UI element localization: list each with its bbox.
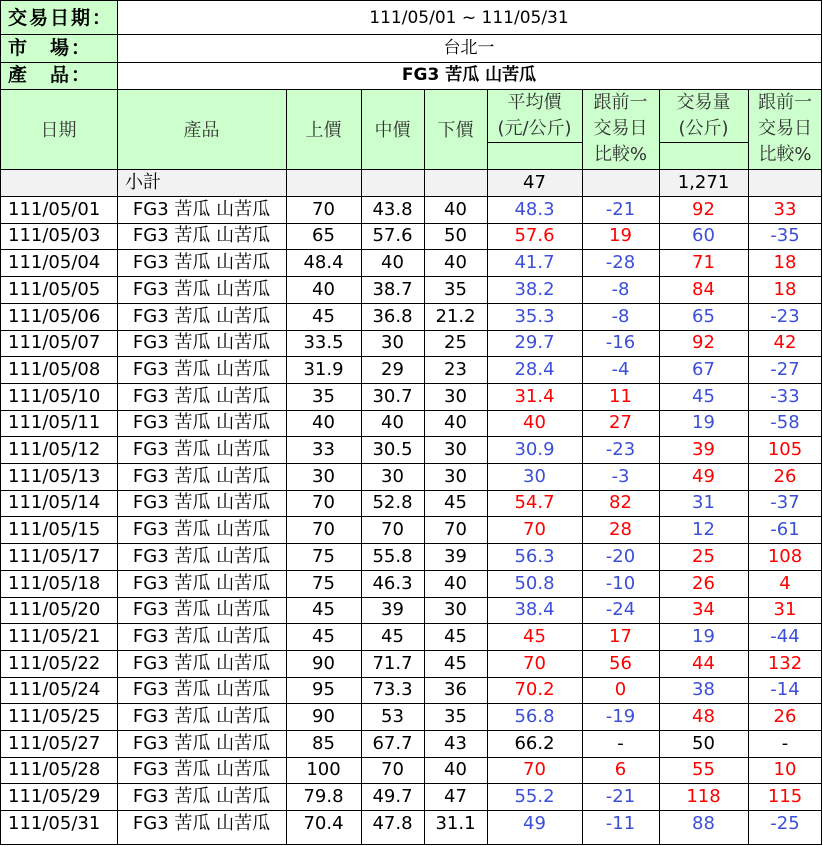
- cell-upper: 90: [312, 653, 335, 674]
- cell-avg-cmp: -: [617, 733, 624, 754]
- cell-lower: 25: [444, 332, 467, 353]
- cell-date: 111/05/14: [8, 492, 101, 513]
- cell-product: FG3 苦瓜 山苦瓜: [132, 279, 271, 300]
- subtotal-volume: 1,271: [677, 172, 730, 193]
- cell-lower: 43: [444, 733, 467, 754]
- cell-upper: 79.8: [303, 786, 344, 807]
- cell-avg: 50.8: [514, 573, 555, 594]
- col-header-avg-line2: (元/公斤): [497, 118, 572, 139]
- cell-lower: 40: [444, 759, 467, 780]
- col-divider: [117, 0, 118, 89]
- cell-vol-cmp: 31: [773, 599, 797, 620]
- row-divider: [0, 169, 822, 170]
- cell-date: 111/05/21: [8, 626, 101, 647]
- cell-upper: 40: [312, 412, 335, 433]
- row-divider: [0, 570, 822, 571]
- row-divider: [0, 436, 822, 437]
- cell-avg-cmp: -28: [605, 252, 636, 273]
- cell-date: 111/05/04: [8, 252, 101, 273]
- cell-vol-cmp: 42: [773, 332, 797, 353]
- cell-volume: 39: [692, 439, 715, 460]
- cell-upper: 70: [312, 519, 335, 540]
- cell-middle: 53: [381, 706, 404, 727]
- cell-upper: 45: [312, 306, 335, 327]
- cell-volume: 118: [686, 786, 721, 807]
- row-divider: [0, 810, 822, 811]
- cell-volume: 92: [692, 332, 715, 353]
- cell-lower: 30: [444, 386, 467, 407]
- date-label: 交易日期：: [8, 7, 114, 29]
- market-label: 市 場：: [8, 37, 93, 59]
- cell-vol-cmp: 132: [767, 653, 803, 674]
- col-header-product: 產品: [183, 120, 220, 141]
- cell-volume: 88: [692, 813, 715, 834]
- cell-avg-cmp: 11: [609, 386, 632, 407]
- col-header-avg-cmp-line3: 比較%: [593, 144, 648, 165]
- col-header-middle-price: 中價: [374, 120, 411, 141]
- cell-vol-cmp: 4: [779, 573, 791, 594]
- cell-vol-cmp: 26: [773, 706, 797, 727]
- cell-volume: 34: [692, 599, 715, 620]
- row-divider: [0, 383, 822, 384]
- cell-volume: 44: [692, 653, 715, 674]
- cell-product: FG3 苦瓜 山苦瓜: [132, 573, 271, 594]
- cell-avg: 56.8: [514, 706, 555, 727]
- cell-upper: 75: [312, 546, 335, 567]
- cell-product: FG3 苦瓜 山苦瓜: [132, 786, 271, 807]
- cell-avg: 55.2: [514, 786, 555, 807]
- header-sub-divider: [659, 142, 748, 143]
- cell-product: FG3 苦瓜 山苦瓜: [132, 306, 271, 327]
- cell-product: FG3 苦瓜 山苦瓜: [132, 599, 271, 620]
- col-header-upper-price: 上價: [305, 120, 342, 141]
- cell-date: 111/05/05: [8, 279, 101, 300]
- cell-product: FG3 苦瓜 山苦瓜: [132, 439, 271, 460]
- cell-avg-cmp: 56: [609, 653, 632, 674]
- cell-upper: 48.4: [303, 252, 344, 273]
- row-divider: [0, 623, 822, 624]
- cell-product: FG3 苦瓜 山苦瓜: [132, 412, 271, 433]
- cell-lower: 23: [444, 359, 467, 380]
- cell-lower: 30: [444, 466, 467, 487]
- cell-avg: 38.4: [514, 599, 555, 620]
- row-divider: [0, 34, 822, 35]
- cell-upper: 33.5: [303, 332, 344, 353]
- col-header-vol-cmp-line2: 交易日: [758, 118, 812, 139]
- cell-upper: 65: [312, 225, 335, 246]
- row-divider: [0, 757, 822, 758]
- cell-avg: 30: [523, 466, 546, 487]
- cell-upper: 45: [312, 626, 335, 647]
- cell-vol-cmp: -37: [770, 492, 800, 513]
- cell-product: FG3 苦瓜 山苦瓜: [132, 359, 271, 380]
- cell-volume: 50: [692, 733, 715, 754]
- cell-middle: 52.8: [372, 492, 413, 513]
- cell-date: 111/05/13: [8, 466, 101, 487]
- cell-date: 111/05/28: [8, 759, 101, 780]
- cell-middle: 49.7: [372, 786, 413, 807]
- cell-middle: 30.5: [372, 439, 413, 460]
- col-divider: [117, 89, 118, 845]
- cell-upper: 70.4: [303, 813, 344, 834]
- cell-avg-cmp: -10: [605, 573, 636, 594]
- col-header-avg-cmp-line1: 跟前一: [593, 92, 648, 113]
- row-divider: [0, 543, 822, 544]
- cell-date: 111/05/18: [8, 573, 101, 594]
- cell-middle: 40: [381, 412, 404, 433]
- cell-vol-cmp: -58: [770, 412, 800, 433]
- cell-avg: 30.9: [514, 439, 555, 460]
- cell-avg-cmp: -8: [611, 279, 630, 300]
- col-header-avg-cmp-line2: 交易日: [593, 118, 648, 139]
- cell-avg: 70: [523, 519, 546, 540]
- cell-middle: 67.7: [372, 733, 413, 754]
- header-sub-divider: [487, 142, 582, 143]
- market-value: 台北一: [443, 38, 495, 58]
- cell-upper: 100: [306, 759, 341, 780]
- cell-lower: 35: [444, 279, 467, 300]
- cell-date: 111/05/07: [8, 332, 101, 353]
- cell-vol-cmp: -33: [770, 386, 800, 407]
- cell-middle: 70: [381, 519, 404, 540]
- cell-avg-cmp: 82: [609, 492, 632, 513]
- cell-lower: 40: [444, 252, 467, 273]
- row-divider: [0, 490, 822, 491]
- cell-middle: 47.8: [372, 813, 413, 834]
- cell-avg-cmp: -23: [605, 439, 636, 460]
- cell-date: 111/05/08: [8, 359, 101, 380]
- cell-lower: 40: [444, 199, 467, 220]
- cell-product: FG3 苦瓜 山苦瓜: [132, 386, 271, 407]
- cell-lower: 36: [444, 679, 467, 700]
- cell-upper: 33: [312, 439, 335, 460]
- col-header-date: 日期: [40, 120, 77, 141]
- product-label: 產 品：: [8, 64, 93, 86]
- cell-product: FG3 苦瓜 山苦瓜: [132, 199, 271, 220]
- cell-date: 111/05/03: [8, 225, 101, 246]
- col-header-volume-line1: 交易量: [676, 92, 731, 113]
- cell-middle: 73.3: [372, 679, 413, 700]
- cell-vol-cmp: 33: [773, 199, 797, 220]
- row-divider: [0, 356, 822, 357]
- cell-lower: 70: [444, 519, 467, 540]
- col-header-vol-cmp-line1: 跟前一: [758, 92, 812, 113]
- cell-avg-cmp: -21: [605, 786, 636, 807]
- cell-avg: 45: [523, 626, 546, 647]
- cell-lower: 40: [444, 573, 467, 594]
- cell-lower: 35: [444, 706, 467, 727]
- cell-product: FG3 苦瓜 山苦瓜: [132, 225, 271, 246]
- cell-product: FG3 苦瓜 山苦瓜: [132, 332, 271, 353]
- cell-avg-cmp: -11: [605, 813, 636, 834]
- row-divider: [0, 677, 822, 678]
- cell-volume: 31: [692, 492, 715, 513]
- cell-middle: 71.7: [372, 653, 413, 674]
- cell-product: FG3 苦瓜 山苦瓜: [132, 626, 271, 647]
- col-divider: [286, 89, 287, 845]
- cell-middle: 43.8: [372, 199, 413, 220]
- cell-avg-cmp: 27: [609, 412, 632, 433]
- row-divider: [0, 597, 822, 598]
- border-right: [821, 0, 822, 845]
- cell-upper: 75: [312, 573, 335, 594]
- cell-volume: 38: [692, 679, 715, 700]
- cell-date: 111/05/22: [8, 653, 101, 674]
- cell-vol-cmp: 115: [767, 786, 803, 807]
- cell-avg: 31.4: [514, 386, 555, 407]
- cell-upper: 70: [312, 199, 335, 220]
- date-range-value: 111/05/01 ~ 111/05/31: [369, 8, 569, 28]
- cell-upper: 90: [312, 706, 335, 727]
- cell-date: 111/05/15: [8, 519, 101, 540]
- cell-volume: 48: [692, 706, 715, 727]
- cell-date: 111/05/17: [8, 546, 101, 567]
- cell-volume: 84: [692, 279, 715, 300]
- cell-product: FG3 苦瓜 山苦瓜: [132, 759, 271, 780]
- cell-vol-cmp: 105: [767, 439, 803, 460]
- cell-avg-cmp: -16: [605, 332, 636, 353]
- cell-middle: 70: [381, 759, 404, 780]
- cell-avg-cmp: 17: [609, 626, 632, 647]
- cell-volume: 71: [692, 252, 715, 273]
- cell-avg-cmp: 19: [609, 225, 632, 246]
- row-divider: [0, 463, 822, 464]
- cell-vol-cmp: 10: [773, 759, 797, 780]
- cell-middle: 46.3: [372, 573, 413, 594]
- cell-upper: 95: [312, 679, 335, 700]
- cell-product: FG3 苦瓜 山苦瓜: [132, 492, 271, 513]
- cell-avg: 29.7: [514, 332, 555, 353]
- border-bottom: [0, 844, 822, 845]
- cell-avg: 41.7: [514, 252, 555, 273]
- cell-vol-cmp: -61: [770, 519, 800, 540]
- cell-middle: 45: [381, 626, 404, 647]
- cell-upper: 40: [312, 279, 335, 300]
- cell-middle: 57.6: [372, 225, 413, 246]
- cell-date: 111/05/10: [8, 386, 101, 407]
- cell-vol-cmp: -14: [770, 679, 800, 700]
- cell-avg: 70.2: [514, 679, 555, 700]
- cell-date: 111/05/31: [8, 813, 101, 834]
- cell-avg-cmp: -4: [611, 359, 630, 380]
- cell-avg-cmp: 28: [609, 519, 632, 540]
- cell-vol-cmp: 108: [767, 546, 803, 567]
- cell-lower: 45: [444, 653, 467, 674]
- cell-lower: 39: [444, 546, 467, 567]
- row-divider: [0, 223, 822, 224]
- cell-date: 111/05/29: [8, 786, 101, 807]
- cell-product: FG3 苦瓜 山苦瓜: [132, 466, 271, 487]
- cell-vol-cmp: 18: [773, 279, 797, 300]
- cell-product: FG3 苦瓜 山苦瓜: [132, 546, 271, 567]
- cell-upper: 30: [312, 466, 335, 487]
- cell-avg-cmp: -24: [605, 599, 636, 620]
- cell-upper: 45: [312, 599, 335, 620]
- col-divider: [487, 89, 488, 845]
- cell-product: FG3 苦瓜 山苦瓜: [132, 733, 271, 754]
- subtotal-label: 小計: [125, 172, 161, 193]
- cell-date: 111/05/27: [8, 733, 101, 754]
- cell-avg: 28.4: [514, 359, 555, 380]
- cell-vol-cmp: -44: [770, 626, 800, 647]
- cell-volume: 60: [692, 225, 715, 246]
- cell-avg-cmp: -8: [611, 306, 630, 327]
- cell-avg-cmp: -21: [605, 199, 636, 220]
- cell-middle: 55.8: [372, 546, 413, 567]
- cell-date: 111/05/11: [8, 412, 101, 433]
- row-divider: [0, 516, 822, 517]
- cell-avg: 48.3: [514, 199, 555, 220]
- row-divider: [0, 783, 822, 784]
- cell-volume: 25: [692, 546, 715, 567]
- cell-middle: 30.7: [372, 386, 413, 407]
- cell-middle: 39: [381, 599, 404, 620]
- col-divider: [659, 89, 660, 845]
- row-divider: [0, 330, 822, 331]
- cell-volume: 19: [692, 412, 715, 433]
- cell-product: FG3 苦瓜 山苦瓜: [132, 679, 271, 700]
- cell-product: FG3 苦瓜 山苦瓜: [132, 252, 271, 273]
- cell-volume: 45: [692, 386, 715, 407]
- cell-avg: 66.2: [514, 733, 555, 754]
- cell-avg: 70: [523, 759, 546, 780]
- product-value: FG3 苦瓜 山苦瓜: [401, 65, 537, 85]
- cell-volume: 19: [692, 626, 715, 647]
- cell-avg: 40: [523, 412, 546, 433]
- cell-volume: 12: [692, 519, 715, 540]
- cell-avg: 35.3: [514, 306, 555, 327]
- cell-avg: 38.2: [514, 279, 555, 300]
- cell-date: 111/05/25: [8, 706, 101, 727]
- subtotal-avg: 47: [523, 172, 546, 193]
- cell-middle: 30: [381, 466, 404, 487]
- cell-lower: 30: [444, 599, 467, 620]
- cell-avg: 56.3: [514, 546, 555, 567]
- cell-lower: 50: [444, 225, 467, 246]
- cell-lower: 31.1: [435, 813, 476, 834]
- cell-date: 111/05/24: [8, 679, 101, 700]
- cell-vol-cmp: 18: [773, 252, 797, 273]
- cell-vol-cmp: 26: [773, 466, 797, 487]
- cell-avg: 70: [523, 653, 546, 674]
- cell-volume: 49: [692, 466, 715, 487]
- cell-middle: 30: [381, 332, 404, 353]
- cell-upper: 31.9: [303, 359, 344, 380]
- cell-avg: 54.7: [514, 492, 555, 513]
- row-divider: [0, 703, 822, 704]
- cell-avg-cmp: 0: [614, 679, 627, 700]
- col-divider: [748, 89, 749, 845]
- col-header-volume-line2: (公斤): [678, 118, 729, 139]
- cell-avg: 49: [523, 813, 546, 834]
- cell-date: 111/05/01: [8, 199, 101, 220]
- row-divider: [0, 62, 822, 63]
- cell-vol-cmp: -25: [770, 813, 800, 834]
- cell-date: 111/05/12: [8, 439, 101, 460]
- cell-vol-cmp: -23: [770, 306, 800, 327]
- col-header-lower-price: 下價: [437, 120, 474, 141]
- col-header-vol-cmp-line3: 比較%: [758, 144, 812, 165]
- cell-middle: 36.8: [372, 306, 413, 327]
- cell-avg: 57.6: [514, 225, 555, 246]
- cell-volume: 55: [692, 759, 715, 780]
- cell-lower: 45: [444, 626, 467, 647]
- row-divider: [0, 730, 822, 731]
- col-divider: [582, 89, 583, 845]
- cell-volume: 92: [692, 199, 715, 220]
- cell-avg-cmp: 6: [614, 759, 627, 780]
- cell-product: FG3 苦瓜 山苦瓜: [132, 653, 271, 674]
- cell-upper: 35: [312, 386, 335, 407]
- cell-date: 111/05/06: [8, 306, 101, 327]
- cell-lower: 40: [444, 412, 467, 433]
- row-divider: [0, 249, 822, 250]
- cell-vol-cmp: -27: [770, 359, 800, 380]
- row-divider: [0, 303, 822, 304]
- row-divider: [0, 276, 822, 277]
- cell-product: FG3 苦瓜 山苦瓜: [132, 813, 271, 834]
- cell-lower: 47: [444, 786, 467, 807]
- col-header-avg-line1: 平均價: [507, 92, 562, 113]
- cell-date: 111/05/20: [8, 599, 101, 620]
- cell-volume: 65: [692, 306, 715, 327]
- cell-middle: 29: [381, 359, 404, 380]
- cell-product: FG3 苦瓜 山苦瓜: [132, 706, 271, 727]
- col-divider: [424, 89, 425, 845]
- border-top: [0, 0, 822, 1]
- cell-upper: 70: [312, 492, 335, 513]
- border-left: [0, 0, 1, 845]
- cell-avg-cmp: -19: [605, 706, 636, 727]
- cell-lower: 21.2: [435, 306, 476, 327]
- cell-upper: 85: [312, 733, 335, 754]
- cell-lower: 45: [444, 492, 467, 513]
- row-divider: [0, 196, 822, 197]
- cell-middle: 40: [381, 252, 404, 273]
- row-divider: [0, 410, 822, 411]
- row-divider: [0, 89, 822, 90]
- col-divider: [361, 89, 362, 845]
- cell-vol-cmp: -: [781, 733, 789, 754]
- cell-lower: 30: [444, 439, 467, 460]
- cell-volume: 67: [692, 359, 715, 380]
- cell-vol-cmp: -35: [770, 225, 800, 246]
- cell-product: FG3 苦瓜 山苦瓜: [132, 519, 271, 540]
- cell-avg-cmp: -20: [605, 546, 636, 567]
- cell-middle: 38.7: [372, 279, 413, 300]
- cell-volume: 26: [692, 573, 715, 594]
- cell-avg-cmp: -3: [611, 466, 630, 487]
- row-divider: [0, 650, 822, 651]
